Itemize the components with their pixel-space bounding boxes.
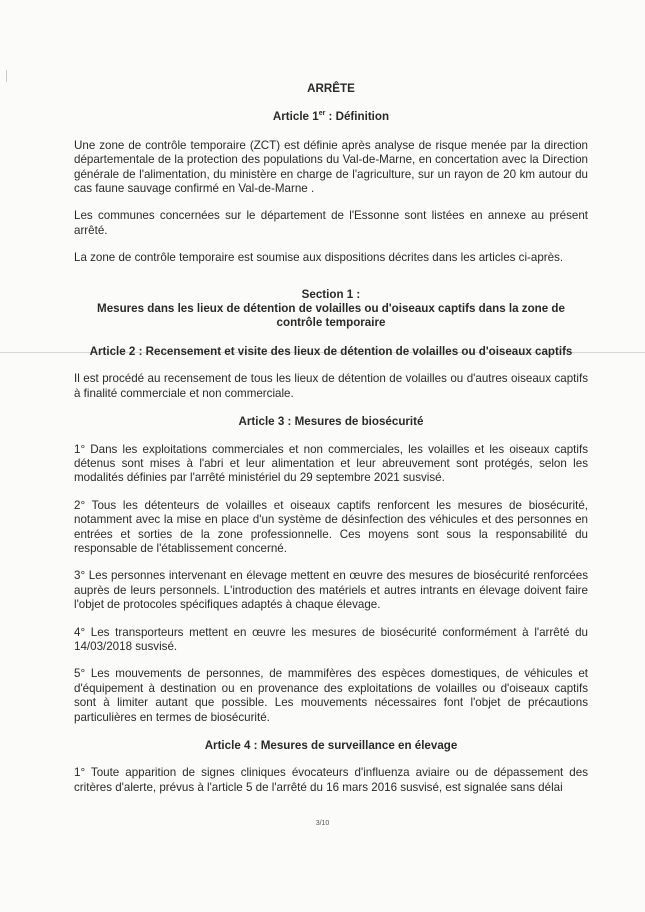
document-body [74, 82, 588, 795]
section-1-title: Mesures dans les lieux de détention de volailles ou d'oiseaux captifs dans la zone de contrôle temporaire [97, 302, 565, 330]
article-1-paragraph-2: Les communes concernées sur le département de l'Essonne sont listées en annexe au présent arrêté. [74, 209, 588, 237]
article-3-item: 1° Dans les exploitations commerciales et non commerciales, les volailles et les oiseaux captifs détenus sont mises à l'abri et leur alimentation et leur abreuvement sont protégés, selon les modalités définies par l'arrêté ministériel du 29 septembre 2021 susvisé. [74, 442, 588, 485]
document-title: ARRÊTE [307, 82, 355, 95]
article-4-paragraph-1: 1° Toute apparition de signes cliniques évocateurs d'influenza aviaire ou de dépassement des critères d'alerte, prévus à l'article 5 de l'arrêté du 16 mars 2016 susvisé, est signalée sans délai [74, 766, 588, 794]
article-3-item: 2° Tous les détenteurs de volailles et oiseaux captifs renforcent les mesures de biosécurité, notamment avec la mise en place d'un système de désinfection des véhicules et des personnes en entrées et sorties de la zone professionnelle. Ces moyens sont sous la responsabilité du responsable de l'établissement concerné. [74, 498, 588, 555]
article-2-heading: Article 2 : Recensement et visite des lieux de détention de volailles ou d'oiseaux captifs [89, 344, 573, 358]
article-2-paragraph-1: Il est procédé au recensement de tous les lieux de détention de volailles ou d'autres oiseaux captifs à finalité commerciale et non commerciale. [74, 372, 588, 400]
article-3-heading: Article 3 : Mesures de biosécurité [238, 415, 424, 429]
article-1-paragraph-3: La zone de contrôle temporaire est soumise aux dispositions décrites dans les articles ci-après. [74, 251, 564, 265]
article-3-item: 5° Les mouvements de personnes, de mammifères des espèces domestiques, de véhicules et d'équipement à destination ou en provenance des exploitations de volailles ou d'oiseaux captifs sont à limiter autant que possible. Les mouvements nécessaires font l'objet de précautions particulières en termes de biosécurité. [74, 667, 588, 724]
scan-mark [6, 70, 7, 82]
article-1-heading: Article 1er : Définition [272, 110, 390, 124]
article-3-item: 3° Les personnes intervenant en élevage mettent en œuvre des mesures de biosécurité renforcées auprès de leurs personnels. L'introduction des matériels et autres intrants en élevage doivent faire l'objet de protocoles spécifiques adaptés à chaque élevage. [74, 569, 588, 612]
section-1-label: Section 1 : [301, 287, 361, 301]
article-1-paragraph-1: Une zone de contrôle temporaire (ZCT) est définie après analyse de risque menée par la direction départementale de la protection des populations du Val-de-Marne, en concertation avec la Direction générale de l'alimentation, du ministère en charge de l'agriculture, sur un rayon de 20 km autour du cas faune sauvage confirmé en Val-de-Marne . [74, 138, 588, 196]
page-number: 3/10 [315, 820, 330, 827]
article-4-heading: Article 4 : Mesures de surveillance en élevage [204, 739, 458, 752]
article-3-item: 4° Les transporteurs mettent en œuvre les mesures de biosécurité conformément à l'arrêté du 14/03/2018 susvisé. [74, 625, 588, 653]
